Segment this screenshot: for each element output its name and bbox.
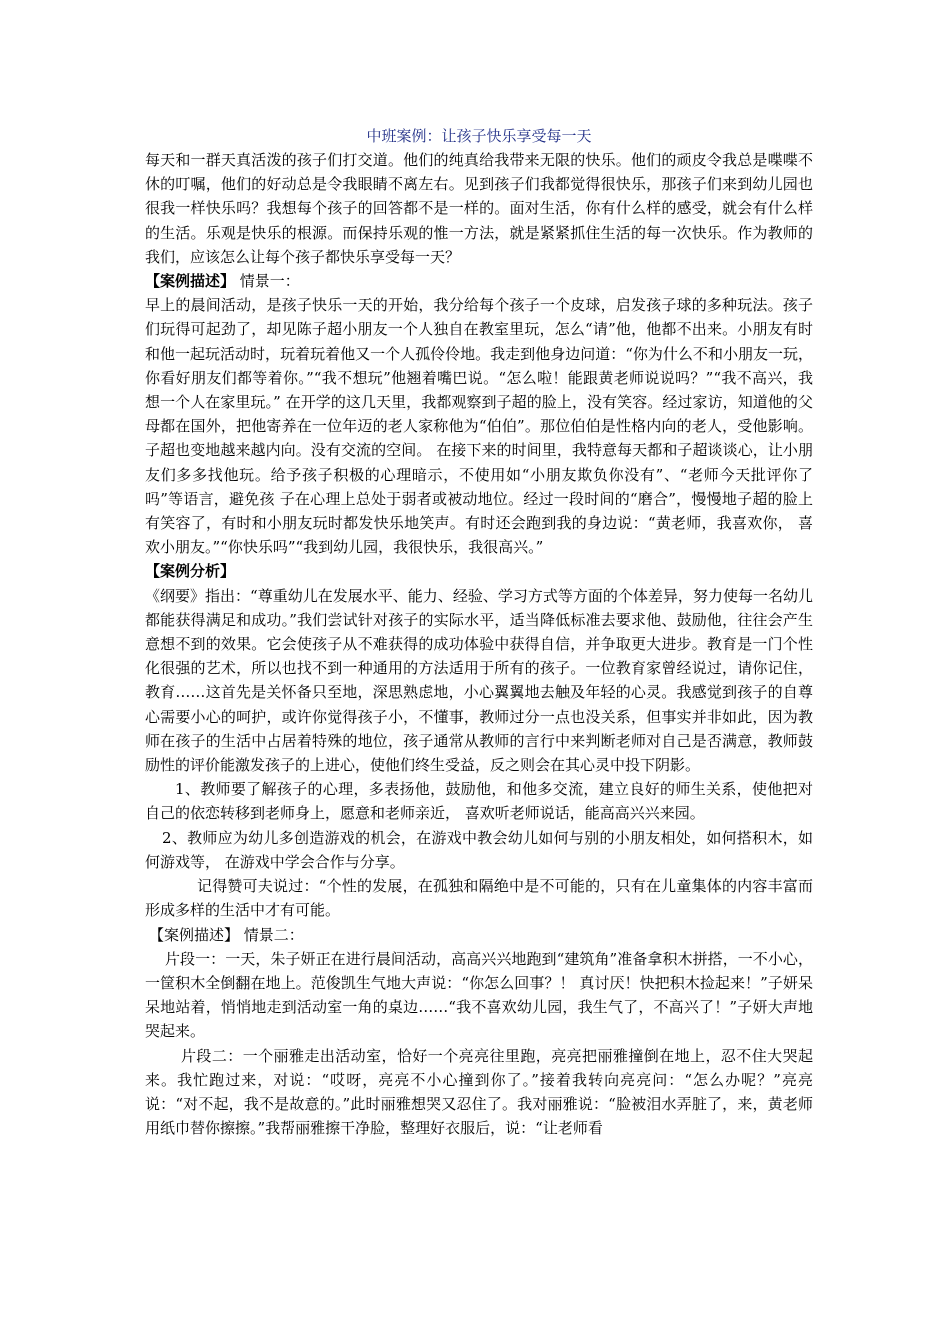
document-page xyxy=(145,124,813,1140)
case2-heading: 【案例描述】 xyxy=(149,925,240,944)
analysis-body: 《纲要》指出：“尊重幼儿在发展水平、能力、经验、学习方式等方面的个体差异，努力使每一名幼儿都能获得满足和成功。”我们尝试针对孩子的实际水平，适当降低标准去要求他、鼓励他，往往会产生意想不到的效果。它会使孩子从不难获得的成功体验中获得自信，并争取更大进步。教育是一门个性化很强的艺术，所以也找不到一种通用的方法适用于所有的孩子。一位教育家曾经说过，请你记住，教育……这首先是关怀备只至地，深思熟虑地，小心翼翼地去触及年轻的心灵。我感觉到孩子的自尊心需要小心的呵护，或许你觉得孩子小，不懂事，教师过分一点也没关系，但事实并非如此，因为教师在孩子的生活中占居着特殊的地位，孩子通常从教师的言行中来判断老师对自己是否满意，教师鼓励性的评价能激发孩子的上进心，使他们终生受益，反之则会在其心灵中投下阴影。 xyxy=(145,586,813,775)
case1-body: 早上的晨间活动，是孩子快乐一天的开始，我分给每个孩子一个皮球，启发孩子球的多种玩法。孩子们玩得可起劲了，却见陈子超小朋友一个人独自在教室里玩，怎么“请”他，他都不出来。小朋友有时和他一起玩活动时，玩着玩着他又一个人孤伶伶地。我走到他身边问道：“你为什么不和小朋友一玩，你看好朋友们都等着你。”“我不想玩”他翘着嘴巴说。“怎么啦！能跟黄老师说说吗？”“我不高兴，我想一个人在家里玩。” 在开学的这几天里，我都观察到子超的脸上，没有笑容。经过家访，知道他的父母都在国外，把他寄养在一位年迈的老人家称他为“伯伯”。那位伯伯是性格内向的老人，受他影响。子超也变地越来越内向。没有交流的空间。 在接下来的时间里，我特意每天都和子超谈谈心，让小朋友们多多找他玩。给予孩子积极的心理暗示，不使用如“小朋友欺负你没有”、“老师今天批评你了吗”等语言，避免孩 子在心理上总处于弱者或被动地位。经过一段时间的“磨合”，慢慢地子超的脸上有笑容了，有时和小朋友玩时都发快乐地笑声。有时还会跑到我的身边说：“黄老师，我喜欢你， 喜欢小朋友。”“你快乐吗”“我到幼儿园，我很快乐，我很高兴。” xyxy=(145,296,813,557)
case2-heading-line xyxy=(145,923,813,947)
analysis-point-2: 2、教师应为幼儿多创造游戏的机会，在游戏中教会幼儿如何与别的小朋友相处，如何搭积木，如何游戏等， 在游戏中学会合作与分享。 xyxy=(145,828,813,871)
analysis-quote: 记得赞可夫说过：“个性的发展，在孤独和隔绝中是不可能的，只有在儿童集体的内容丰富而形成多样的生活中才有可能。 xyxy=(145,877,813,920)
analysis-point-1: 1、教师要了解孩子的心理，多表扬他，鼓励他，和他多交流，建立良好的师生关系，使他把对自己的依恋转移到老师身上，愿意和老师亲近， 喜欢听老师说话，能高高兴兴来园。 xyxy=(145,780,813,823)
case1-subtitle: 情景一： xyxy=(235,272,300,291)
document-title: 中班案例：让孩子快乐享受每一天 xyxy=(366,127,592,145)
case1-heading-line xyxy=(145,269,813,293)
case2-subtitle: 情景二： xyxy=(239,925,304,944)
case2-fragment-2: 片段二：一个丽雅走出活动室，恰好一个亮亮往里跑，亮亮把丽雅撞倒在地上，忍不住大哭起来。我忙跑过来，对说：“哎呀，亮亮不小心撞到你了。”接着我转向亮亮问：“怎么办呢？”亮亮说：“对不起，我不是故意的。”此时丽雅想哭又忍住了。我对丽雅说：“脸被泪水弄脏了，来，黄老师用纸巾替你擦擦。”我帮丽雅擦干净脸，整理好衣服后，说：“让老师看 xyxy=(145,1046,813,1138)
case1-heading: 【案例描述】 xyxy=(145,272,236,291)
case2-fragment-1: 片段一：一天，朱子妍正在进行晨间活动，高高兴兴地跑到“建筑角”准备拿积木拼搭，一不小心，一筐积木全倒翻在地上。范俊凯生气地大声说：“你怎么回事？！ 真讨厌！快把积木捡起来！”子妍呆呆地站着，悄悄地走到活动室一角的桌边……“我不喜欢幼儿园，我生气了，不高兴了！”子妍大声地哭起来。 xyxy=(145,949,813,1041)
intro-paragraph: 每天和一群天真活泼的孩子们打交道。他们的纯真给我带来无限的快乐。他们的顽皮令我总是喋喋不休的叮嘱，他们的好动总是令我眼睛不离左右。见到孩子们我都觉得很快乐，那孩子们来到幼儿园也很我一样快乐吗？我想每个孩子的回答都不是一样的。面对生活，你有什么样的感受，就会有什么样的生活。乐观是快乐的根源。而保持乐观的惟一方法，就是紧紧抓住生活的每一次快乐。作为教师的我们，应该怎么让每个孩子都快乐享受每一天？ xyxy=(145,151,813,266)
analysis-heading: 【案例分析】 xyxy=(145,562,236,581)
